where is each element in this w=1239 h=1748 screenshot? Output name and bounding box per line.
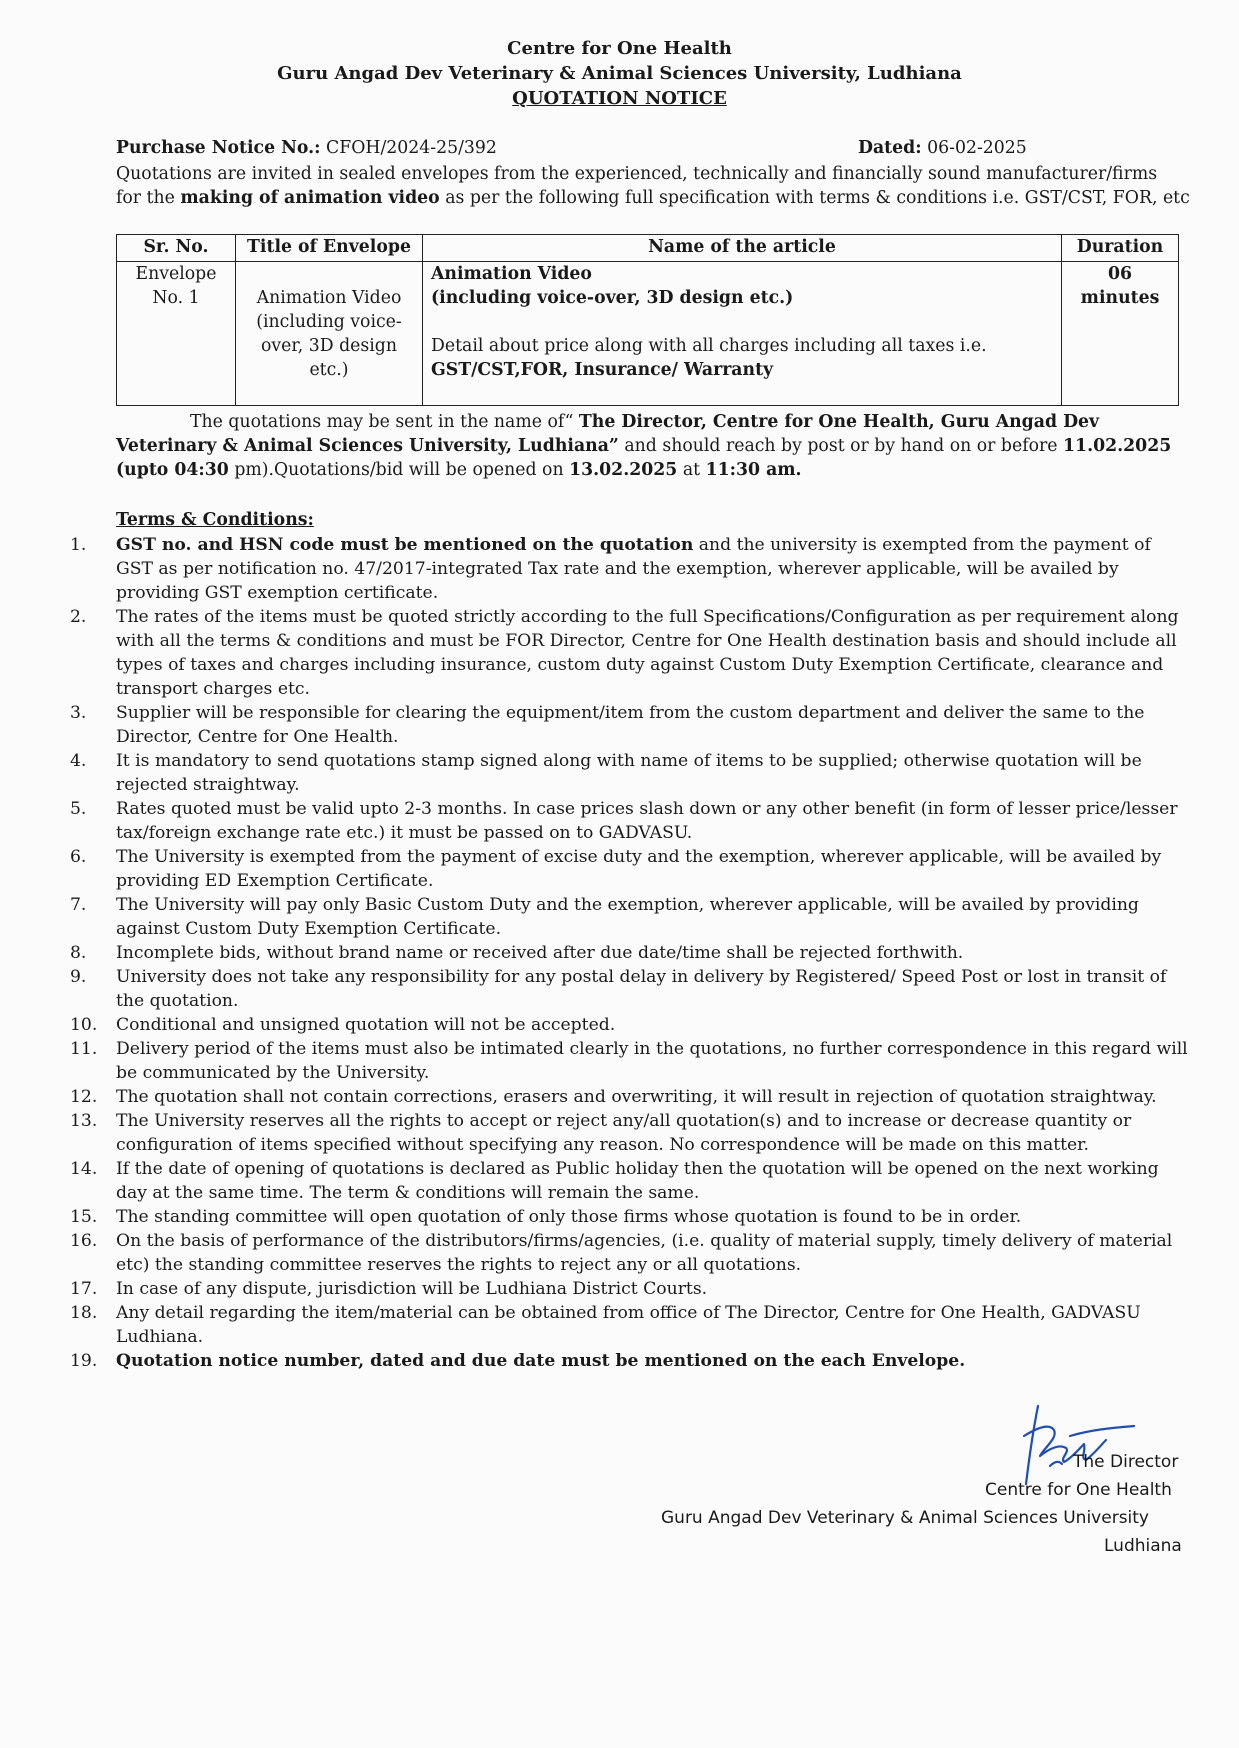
term-text: The quotation shall not contain corrections, erasers and overwriting, it will result in rejection of quotation straightway. [116, 1087, 1157, 1107]
col-sr-no: Sr. No. [117, 235, 236, 262]
submission-deadline: 11.02.2025 [1063, 436, 1172, 456]
opening-date: 13.02.2025 [569, 460, 678, 480]
submission-2b: and should reach by post or by hand on or before [624, 436, 1058, 456]
terms-list [0, 533, 1239, 1373]
list-item [0, 1301, 1239, 1349]
list-item [0, 1205, 1239, 1229]
term-number: 15. [70, 1207, 98, 1227]
list-item [0, 1013, 1239, 1037]
col-article-name: Name of the article [423, 235, 1062, 262]
document-title: QUOTATION NOTICE [512, 88, 727, 109]
cell-sr-no: Envelope No. 1 [117, 262, 236, 406]
list-item [0, 749, 1239, 797]
term-number: 19. [70, 1351, 98, 1371]
term-number: 14. [70, 1159, 98, 1179]
notice-date [858, 136, 1027, 160]
col-duration: Duration [1062, 235, 1179, 262]
signatory-org: Centre for One Health [985, 1480, 1172, 1500]
term-text: Rates quoted must be valid upto 2-3 months. In case prices slash down or any other benefit (in form of lesser price/lesser tax/foreign exchange rate etc.) it must be passed on to GADVASU. [116, 799, 1178, 843]
term-text: The University will pay only Basic Custom Duty and the exemption, wherever applicable, will be availed by providing against Custom Duty Exemption Certificate. [116, 895, 1139, 939]
article-subtitle: (including voice-over, 3D design etc.) [431, 288, 794, 308]
intro-line-2a: for the [116, 188, 175, 208]
intro-line-1: Quotations are invited in sealed envelopes from the experienced, technically and financially sound manufacturer/firms [116, 164, 1158, 184]
list-item [0, 965, 1239, 1013]
term-number: 6. [70, 847, 87, 867]
term-text: The University is exempted from the payment of excise duty and the exemption, wherever applicable, will be availed by providing ED Exemption Certificate. [116, 847, 1162, 891]
term-number: 11. [70, 1039, 98, 1059]
term-text: The standing committee will open quotation of only those firms whose quotation is found to be in order. [116, 1207, 1022, 1227]
term-number: 3. [70, 703, 87, 723]
specification-table [116, 234, 1179, 406]
opening-time: 11:30 am. [705, 460, 802, 480]
list-item [0, 893, 1239, 941]
intro-subject: making of animation video [180, 188, 440, 208]
list-item [0, 797, 1239, 845]
notice-date-label: Dated: [858, 138, 922, 158]
term-number: 16. [70, 1231, 98, 1251]
signatory-university: Guru Angad Dev Veterinary & Animal Sciences University [661, 1508, 1149, 1528]
list-item [0, 1157, 1239, 1205]
signatory-city: Ludhiana [1104, 1536, 1182, 1556]
term-number: 4. [70, 751, 87, 771]
notice-date-value: 06-02-2025 [927, 138, 1027, 158]
term-number: 13. [70, 1111, 98, 1131]
term-number: 1. [70, 535, 87, 555]
envelope-title-text: Animation Video (including voice-over, 3D design etc.) [256, 288, 402, 380]
list-item [0, 845, 1239, 893]
term-number: 10. [70, 1015, 98, 1035]
list-item [0, 533, 1239, 605]
submission-line-2 [116, 434, 1171, 458]
article-title: Animation Video [431, 264, 592, 284]
submission-2a: Veterinary & Animal Sciences University, Ludhiana” [116, 436, 619, 456]
term-number: 5. [70, 799, 87, 819]
term-number: 12. [70, 1087, 98, 1107]
submission-1b: The Director, Centre for One Health, Guru Angad Dev [578, 412, 1100, 432]
term-number: 2. [70, 607, 87, 627]
term-text: If the date of opening of quotations is declared as Public holiday then the quotation will be opened on the next working day at the same time. The term & conditions will remain the same. [116, 1159, 1159, 1203]
university-name: Guru Angad Dev Veterinary & Animal Sciences University, Ludhiana [277, 63, 962, 84]
purchase-notice-number: CFOH/2024-25/392 [326, 138, 497, 158]
term-text: It is mandatory to send quotations stamp signed along with name of items to be supplied; otherwise quotation will be rejected straightway. [116, 751, 1142, 795]
term-text: Delivery period of the items must also be intimated clearly in the quotations, no further correspondence in this regard will be communicated by the University. [116, 1039, 1188, 1083]
list-item [0, 605, 1239, 701]
cell-envelope-title [236, 262, 423, 406]
term-text: In case of any dispute, jurisdiction will be Ludhiana District Courts. [116, 1279, 708, 1299]
list-item [0, 1349, 1239, 1373]
article-detail: Detail about price along with all charges including all taxes i.e. [431, 336, 987, 356]
term-number: 17. [70, 1279, 98, 1299]
list-item [0, 1109, 1239, 1157]
term-bold-text: Quotation notice number, dated and due date must be mentioned on the each Envelope. [116, 1351, 966, 1371]
submission-3d: at [682, 460, 701, 480]
submission-line-3 [116, 458, 802, 482]
purchase-notice-label: Purchase Notice No.: [116, 138, 321, 158]
terms-heading: Terms & Conditions: [116, 510, 314, 530]
purchase-notice [116, 136, 497, 160]
submission-3b: pm).Quotations/bid will be opened on [234, 460, 564, 480]
term-number: 18. [70, 1303, 98, 1323]
term-text: and the university is exempted from the payment of GST as per notification no. 47/2017-integrated Tax rate and the exemption, wherever applicable, will be availed by providing GST exemption certificate. [116, 535, 1151, 603]
submission-line-1 [190, 410, 1099, 434]
term-text: Any detail regarding the item/material can be obtained from office of The Director, Centre for One Health, GADVASU Ludhiana. [116, 1303, 1141, 1347]
cell-duration: 06 minutes [1062, 262, 1179, 406]
term-text: Supplier will be responsible for clearing the equipment/item from the custom department and deliver the same to the Director, Centre for One Health. [116, 703, 1145, 747]
col-envelope-title: Title of Envelope [236, 235, 423, 262]
term-text: The rates of the items must be quoted strictly according to the full Specifications/Configuration as per requirement along with all the terms & conditions and must be FOR Director, Centre for One Health destination basis and should include all types of taxes and charges including insurance, custom duty against Custom Duty Exemption Certificate, clearance and transport charges etc. [116, 607, 1179, 699]
term-number: 8. [70, 943, 87, 963]
term-text: The University reserves all the rights to accept or reject any/all quotation(s) and to increase or decrease quantity or configuration of items specified without specifying any reason. No correspondence will be made on this matter. [116, 1111, 1132, 1155]
term-text: University does not take any responsibility for any postal delay in delivery by Registered/ Speed Post or lost in transit of the quotation. [116, 967, 1167, 1011]
term-number: 7. [70, 895, 87, 915]
submission-1a: The quotations may be sent in the name of“ [190, 412, 574, 432]
article-taxes: GST/CST,FOR, Insurance/ Warranty [431, 360, 774, 380]
term-text: On the basis of performance of the distributors/firms/agencies, (i.e. quality of material supply, timely delivery of material etc) the standing committee reserves the rights to reject any or all quotations. [116, 1231, 1173, 1275]
list-item [0, 701, 1239, 749]
org-name: Centre for One Health [507, 38, 732, 59]
term-number: 9. [70, 967, 87, 987]
table-header-row [117, 235, 1179, 262]
cell-article [423, 262, 1062, 406]
list-item [0, 941, 1239, 965]
list-item [0, 1037, 1239, 1085]
term-text: Incomplete bids, without brand name or received after due date/time shall be rejected forthwith. [116, 943, 964, 963]
term-text: Conditional and unsigned quotation will not be accepted. [116, 1015, 616, 1035]
list-item [0, 1277, 1239, 1301]
table-row [117, 262, 1179, 406]
signatory-title: The Director [1073, 1452, 1179, 1472]
term-bold-text: GST no. and HSN code must be mentioned on the quotation [116, 535, 694, 555]
list-item [0, 1085, 1239, 1109]
submission-3a: (upto 04:30 [116, 460, 229, 480]
list-item [0, 1229, 1239, 1277]
intro-line-2 [116, 186, 1190, 210]
intro-line-2c: as per the following full specification with terms & conditions i.e. GST/CST, FOR, etc [445, 188, 1190, 208]
